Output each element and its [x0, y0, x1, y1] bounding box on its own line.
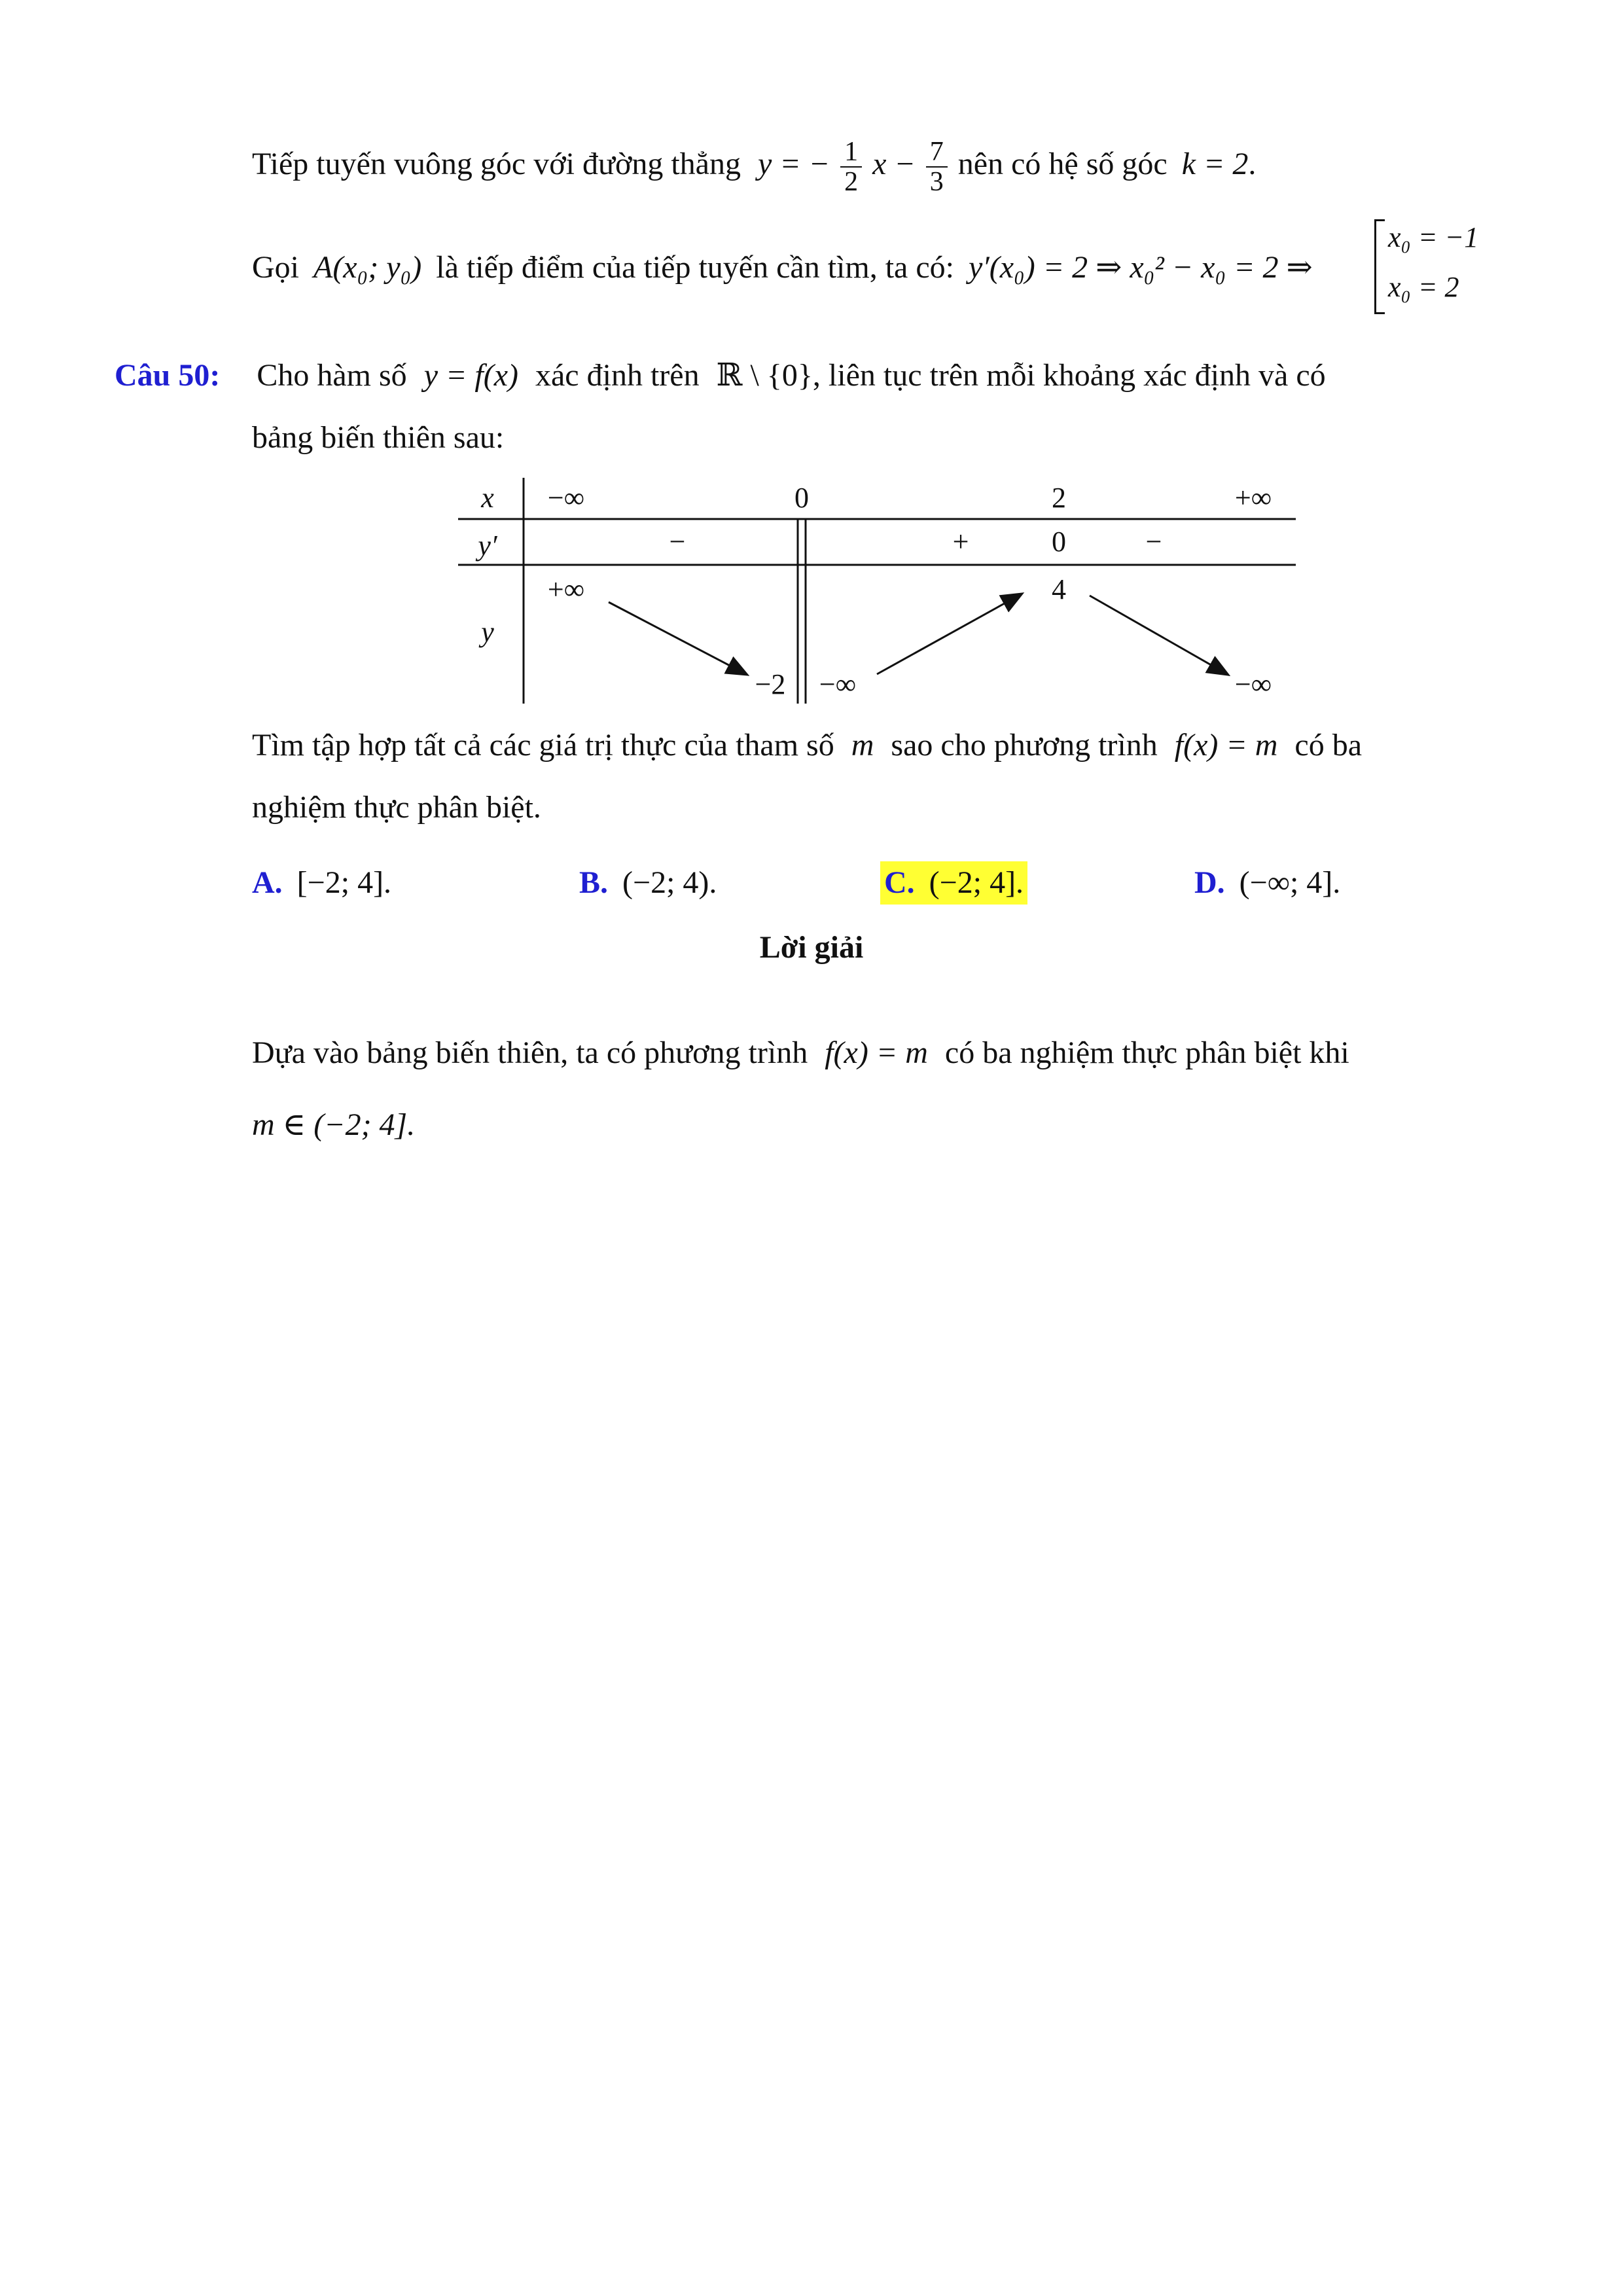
option-c-value: (−2; 4]. [929, 865, 1024, 900]
question-ask-line-2: nghiệm thực phân biệt. [252, 790, 541, 825]
arrow-increasing [877, 594, 1021, 674]
prev-line1-k: k = 2 [1181, 147, 1249, 182]
option-b[interactable] [579, 864, 717, 902]
solution-line-2: m ∈ (−2; 4]. [252, 1107, 416, 1142]
fraction-7-3 [926, 137, 948, 196]
question-line-1 [115, 357, 1326, 395]
x-value-2: 2 [1052, 482, 1066, 514]
option-d[interactable] [1194, 864, 1340, 902]
prev-line-2 [252, 249, 1313, 287]
variation-table [458, 478, 1296, 704]
prev-line2-eq: y′(x₀) = 2 ⇒ x₀² − x₀ = 2 ⇒ [968, 250, 1313, 285]
frac1-den: 2 [844, 167, 859, 198]
solution-part2: có ba nghiệm thực phân biệt khi [944, 1035, 1349, 1070]
prev-line1-eq-mid: x − [872, 147, 916, 182]
row-label-y: y [481, 616, 494, 648]
frac2-num: 7 [926, 137, 948, 168]
ask-param: m [851, 728, 874, 762]
prev-line2-mid: là tiếp điểm của tiếp tuyến cần tìm, ta có: [436, 250, 954, 285]
option-a-label: A. [252, 865, 283, 900]
x-value-0: 0 [794, 482, 809, 514]
y-value-neg-inf-right-of-0: −∞ [819, 668, 857, 700]
y-value-4: 4 [1052, 573, 1066, 605]
option-a[interactable] [252, 864, 391, 902]
sys-row-1: x₀ = −1 [1388, 221, 1479, 253]
option-b-label: B. [579, 865, 609, 900]
x-value-pos-inf: +∞ [1234, 482, 1272, 514]
stem-func: y = f(x) [423, 358, 518, 393]
question-line-2: bảng biến thiên sau: [252, 420, 505, 455]
frac1-num: 1 [840, 137, 862, 168]
option-c-highlighted[interactable] [880, 861, 1027, 905]
row-label-yprime: y′ [478, 529, 497, 562]
question-label: Câu 50: [115, 358, 221, 393]
y-value-pos-inf: +∞ [547, 573, 585, 605]
prev-line-1: Tiếp tuyến vuông góc với đường thẳng y = − $\frac{1}{2}$ x − $\frac{7}{3}$ nên có hệ số góc k = 2. [252, 137, 1257, 198]
solution-part1: Dựa vào bảng biến thiên, ta có phương trình [252, 1035, 808, 1070]
option-c-label: C. [884, 865, 915, 900]
stem-domain: ℝ \ {0} [716, 358, 813, 393]
option-d-value: (−∞; 4]. [1239, 865, 1341, 900]
prev-line2-text: Gọi [252, 250, 299, 285]
arrow-decreasing-2 [1090, 596, 1227, 674]
yprime-zero: 0 [1052, 526, 1066, 558]
row-label-x: x [481, 482, 494, 514]
yprime-sign-2: + [952, 526, 969, 558]
solution-heading: Lời giải [759, 930, 864, 965]
solution-system-bracket [1374, 219, 1494, 314]
yprime-sign-1: − [669, 526, 686, 558]
prev-line1-tail: nên có hệ số góc [957, 147, 1168, 182]
prev-line2-point: A(x₀; y₀) [313, 250, 422, 285]
ask-eq: f(x) = m [1174, 728, 1278, 762]
frac2-den: 3 [929, 167, 944, 198]
stem-part2: xác định trên [535, 358, 700, 393]
question-ask-line-1 [252, 726, 1362, 764]
solution-line-1 [252, 1034, 1349, 1072]
fraction-1-2 [840, 137, 862, 196]
prev-line1-text: Tiếp tuyến vuông góc với đường thẳng [252, 147, 741, 182]
arrow-decreasing-1 [609, 602, 746, 674]
y-value-neg2: −2 [755, 668, 786, 700]
prev-line1-eq-left: y = − [757, 147, 830, 182]
ask-part2: sao cho phương trình [891, 728, 1158, 762]
stem-part3: , liên tục trên mỗi khoảng xác định và có [812, 358, 1326, 393]
yprime-sign-3: − [1145, 526, 1162, 558]
solution-eq: f(x) = m [825, 1035, 928, 1070]
ask-part1: Tìm tập hợp tất cả các giá trị thực của tham số [252, 728, 834, 762]
option-d-label: D. [1194, 865, 1225, 900]
stem-part1: Cho hàm số [257, 358, 407, 393]
ask-part3: có ba [1294, 728, 1363, 762]
option-a-value: [−2; 4]. [296, 865, 392, 900]
option-b-value: (−2; 4). [622, 865, 717, 900]
sys-row-2: x₀ = 2 [1388, 271, 1459, 303]
x-value-neg-inf: −∞ [547, 482, 585, 514]
y-value-neg-inf-end: −∞ [1234, 668, 1272, 700]
